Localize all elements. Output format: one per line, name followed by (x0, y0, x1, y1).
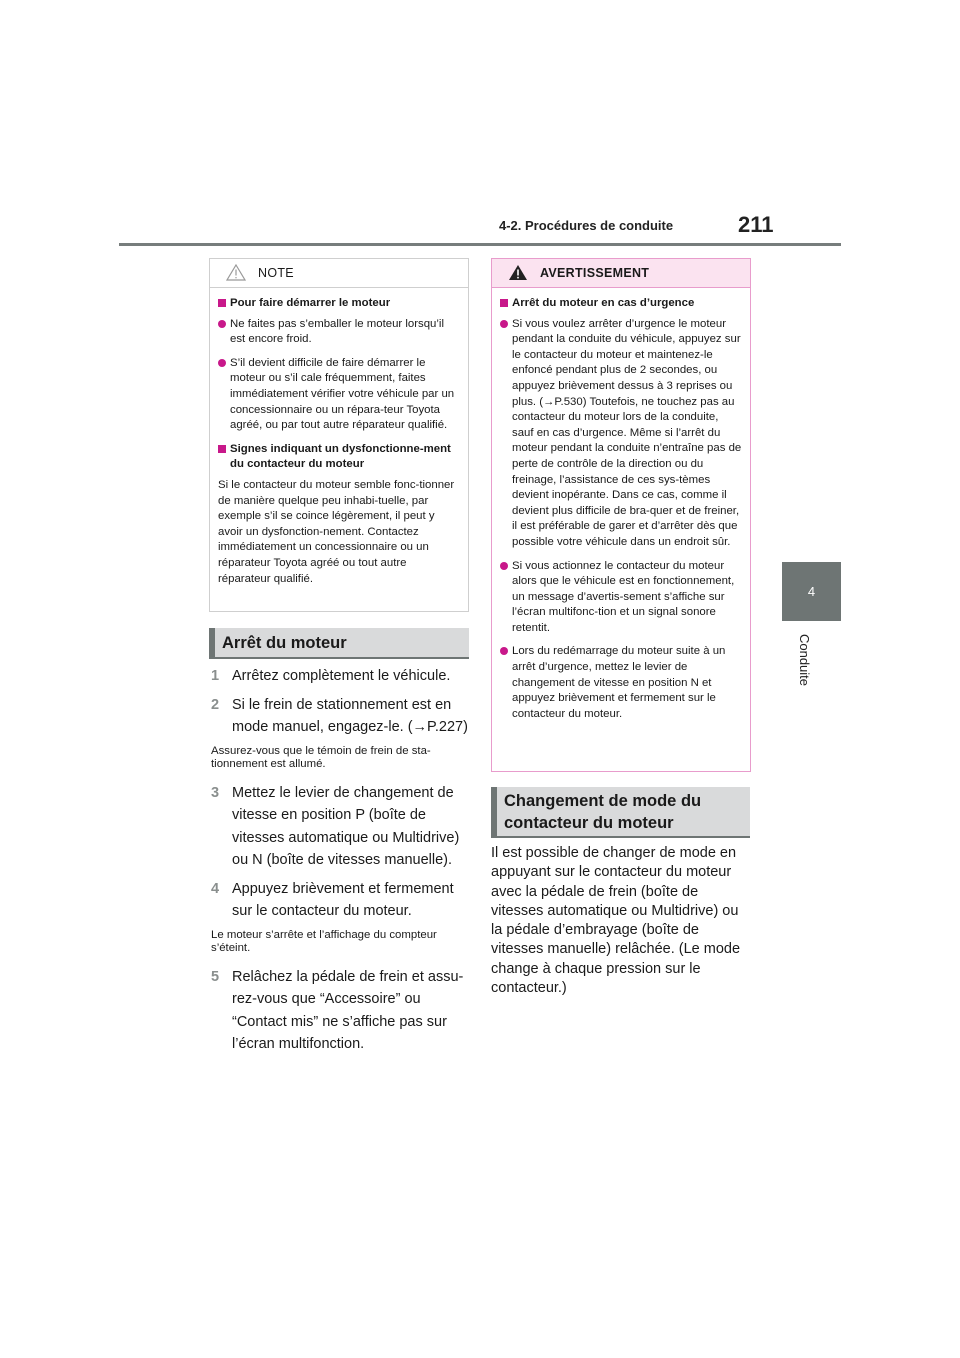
step-note: Assurez-vous que le témoin de frein de sta-tionnement est allumé. (211, 744, 431, 770)
note-bullet: S’il devient difficile de faire démarrer le moteur ou s’il cale fréquemment, faites immédiatement vérifier votre véhicule par un concessionnaire ou un répara-teur Toyota agréé, ou par tout autre réparateur qualifié. (218, 356, 460, 434)
step-number: 1 (211, 668, 220, 684)
warning-box (491, 258, 751, 772)
step-number: 4 (211, 880, 220, 897)
step-item (209, 878, 471, 923)
warning-title: AVERTISSEMENT (540, 266, 650, 280)
step-item (209, 782, 471, 872)
warning-bullet: Lors du redémarrage du moteur suite à un arrêt d’urgence, mettez le levier de changement de vitesse en position N et appuyez brièvement et fermement sur le contacteur du moteur. (500, 644, 742, 722)
note-paragraph: Si le contacteur du moteur semble fonc-tionner de manière quelque peu inhabi-tuelle, par exemple s’il se coince légèrement, il peut y avoir un dysfonction-nement. Contactez immédiatement un concessionnaire ou un réparateur Toyota agréé ou tout autre réparateur qualifié. (218, 478, 455, 585)
header-rule (119, 243, 841, 246)
section-title-engine-stop: Arrêt du moteur (209, 628, 469, 659)
step-number: 3 (211, 784, 220, 801)
warning-heading: Arrêt du moteur en cas d’urgence (500, 296, 742, 312)
warning-header (492, 259, 750, 288)
warning-bullet: Si vous actionnez le contacteur du moteur alors que le véhicule est en fonctionnement, un message d’avertis-sement s’affiche sur l’écran multifonc-tion et un signal sonore retentit. (500, 559, 742, 637)
caution-triangle-icon (226, 264, 246, 284)
step-number: 2 (211, 696, 220, 713)
step-text: Si le frein de stationnement est en mode manuel, engagez-le. (→P.227) (232, 696, 468, 735)
warning-bullet: Si vous voulez arrêter d’urgence le moteur pendant la conduite du véhicule, appuyez sur le contacteur du moteur et maintenez-le enfoncé pendant plus de 2 secondes, ou appuyez brièvement dessus à 3 reprises ou plus. (→P.530) Toutefois, ne touchez pas au contacteur du moteur lors de la conduite, sauf en cas d’urgence. Même si l’arrêt du moteur pendant la conduite n’entraîne pas de perte de contrôle de la direction ou du freinage, l’assistance de ces sys-tèmes devient inopérante. Dans ce cas, comme il devient plus difficile de bra-quer et de freiner, il est préférable de garer et d’arrêter dès que possible votre véhicule dans un endroit sûr. (500, 317, 742, 551)
step-item (209, 694, 471, 739)
note-bullet: Ne faites pas s’emballer le moteur lorsqu’il est encore froid. (218, 317, 460, 348)
step-item (209, 665, 471, 688)
warning-triangle-icon (508, 264, 528, 284)
step-text: Arrêtez complètement le véhicule. (232, 668, 451, 684)
chapter-tab[interactable]: 4 (782, 562, 841, 621)
note-heading-malfunction: Signes indiquant un dysfonctionne-ment du contacteur du moteur (218, 442, 460, 473)
step-text: Relâchez la pédale de frein et assu-rez-vous que “Accessoire” ou “Contact mis” ne s’affiche pas sur l’écran multifonction. (232, 968, 464, 1052)
note-title: NOTE (258, 266, 294, 280)
step-item (209, 966, 471, 1056)
chapter-label: Conduite (797, 633, 812, 687)
note-heading-start: Pour faire démarrer le moteur (218, 296, 460, 312)
step-text: Mettez le levier de changement de vitesse en position P (boîte de vitesses automatique ou Multidrive) ou N (boîte de vitesses manuelle). (232, 784, 460, 868)
step-number: 5 (211, 968, 220, 985)
section-title-mode-change: Changement de mode du contacteur du moteur (491, 787, 750, 838)
section-header: 4-2. Procédures de conduite (499, 218, 674, 233)
step-note: Le moteur s’arrête et l’affichage du compteur s’éteint. (211, 928, 437, 954)
step-text: Appuyez brièvement et fermement sur le contacteur du moteur. (232, 880, 454, 919)
mode-change-paragraph: Il est possible de changer de mode en appuyant sur le contacteur du moteur avec la pédale de frein (boîte de vitesses automatique ou Multidrive) ou la pédale d’embrayage (boîte de vitesses manuelle) relâchée. (Le mode change à chaque pression sur le contacteur.) (491, 845, 741, 997)
step-list (209, 665, 471, 1062)
note-header (210, 259, 468, 288)
note-box (209, 258, 469, 612)
page-number: 211 (738, 212, 774, 237)
